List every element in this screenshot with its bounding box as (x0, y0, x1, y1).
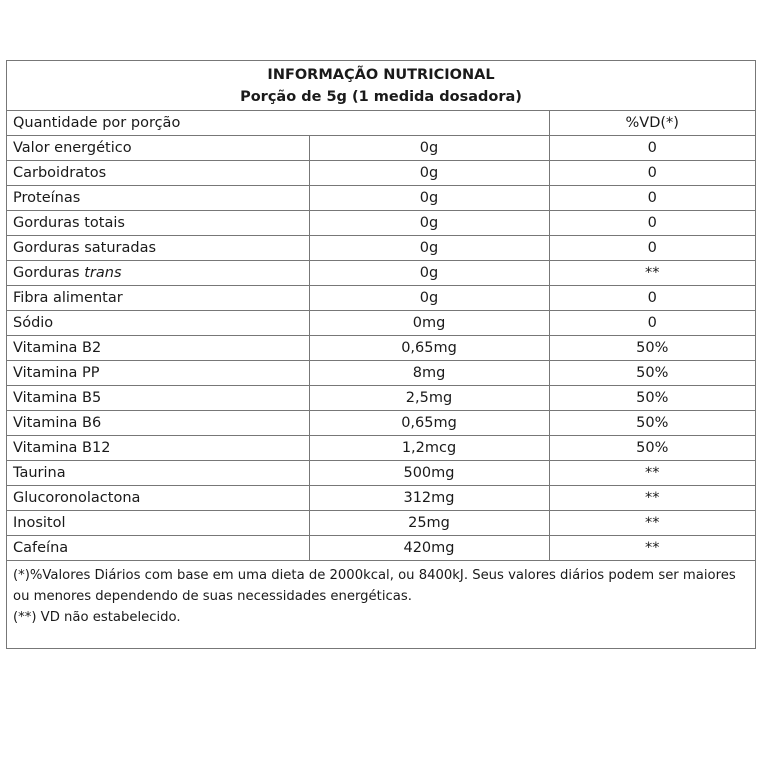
nutrient-amount: 312mg (309, 486, 549, 511)
nutrient-vd: ** (549, 536, 755, 561)
nutrient-name-text: Carboidratos (13, 165, 107, 181)
nutrient-table (7, 111, 755, 561)
footnote-daily-values: (*)%Valores Diários com base em uma dieta de 2000kcal, ou 8400kJ. Seus valores diários podem ser maiores ou menores dependendo de suas necessidades energéticas. (13, 568, 736, 604)
nutrient-amount: 0,65mg (309, 336, 549, 361)
nutrient-amount: 0g (309, 236, 549, 261)
nutrient-name (7, 436, 309, 461)
nutrient-name (7, 536, 309, 561)
nutrient-name (7, 136, 309, 161)
nutrient-name (7, 311, 309, 336)
nutrient-name-text: Valor energético (13, 140, 132, 156)
amount-header (309, 111, 549, 136)
nutrient-name-text: Gorduras totais (13, 215, 125, 231)
nutrient-vd: ** (549, 511, 755, 536)
nutrient-name-text: Cafeína (13, 540, 69, 556)
table-row (7, 411, 755, 436)
nutrient-vd: 0 (549, 311, 755, 336)
nutrient-name (7, 261, 309, 286)
nutrient-amount: 0,65mg (309, 411, 549, 436)
nutrient-name (7, 511, 309, 536)
nutrient-amount: 0g (309, 186, 549, 211)
nutrient-name-text: Taurina (13, 465, 66, 481)
nutrient-amount: 0g (309, 261, 549, 286)
nutrient-vd: 0 (549, 286, 755, 311)
nutrient-name-italic: trans (84, 265, 122, 281)
nutrient-vd: 0 (549, 186, 755, 211)
nutrient-name (7, 336, 309, 361)
table-row (7, 236, 755, 261)
table-row (7, 261, 755, 286)
footnote-not-established: (**) VD não estabelecido. (13, 610, 181, 625)
nutrient-amount: 0g (309, 286, 549, 311)
nutrient-amount: 1,2mcg (309, 436, 549, 461)
table-row (7, 511, 755, 536)
nutrient-name-text: Vitamina B6 (13, 415, 102, 431)
nutrient-vd: 50% (549, 436, 755, 461)
nutrient-name-text: Vitamina B5 (13, 390, 102, 406)
nutrient-vd: 0 (549, 136, 755, 161)
nutrient-name (7, 386, 309, 411)
table-row (7, 136, 755, 161)
nutrient-vd: ** (549, 486, 755, 511)
table-row (7, 361, 755, 386)
nutrient-name-text: Inositol (13, 515, 66, 531)
nutrient-name (7, 211, 309, 236)
nutrient-vd: 50% (549, 386, 755, 411)
footnotes (7, 561, 755, 648)
table-row (7, 386, 755, 411)
nutrient-name (7, 486, 309, 511)
table-row (7, 336, 755, 361)
nutrient-name-text: Vitamina B12 (13, 440, 111, 456)
nutrient-amount: 0g (309, 161, 549, 186)
table-header (7, 61, 755, 111)
nutrient-name (7, 186, 309, 211)
table-row (7, 286, 755, 311)
table-row (7, 536, 755, 561)
nutrient-amount: 0g (309, 211, 549, 236)
nutrient-vd: 0 (549, 161, 755, 186)
nutrient-name (7, 411, 309, 436)
nutrient-name-text: Fibra alimentar (13, 290, 123, 306)
nutrient-name-text: Glucoronolactona (13, 490, 141, 506)
table-row (7, 461, 755, 486)
nutrient-vd: 50% (549, 336, 755, 361)
vd-header: %VD(*) (549, 111, 755, 136)
nutrient-name-text: Proteínas (13, 190, 81, 206)
nutrient-name (7, 461, 309, 486)
nutrient-amount: 0mg (309, 311, 549, 336)
nutrient-amount: 2,5mg (309, 386, 549, 411)
table-row (7, 161, 755, 186)
table-row (7, 486, 755, 511)
table-row (7, 311, 755, 336)
nutrient-name (7, 286, 309, 311)
nutrient-vd: 50% (549, 361, 755, 386)
table-row (7, 211, 755, 236)
nutrient-name (7, 236, 309, 261)
nutrition-facts-table (6, 60, 756, 649)
nutrient-name (7, 161, 309, 186)
nutrient-amount: 25mg (309, 511, 549, 536)
nutrient-vd: 0 (549, 211, 755, 236)
nutrient-name-text: Vitamina B2 (13, 340, 102, 356)
table-row (7, 436, 755, 461)
nutrient-vd: ** (549, 461, 755, 486)
nutrient-amount: 0g (309, 136, 549, 161)
table-title: INFORMAÇÃO NUTRICIONAL (267, 66, 495, 83)
nutrient-amount: 420mg (309, 536, 549, 561)
portion-size: Porção de 5g (1 medida dosadora) (240, 88, 522, 105)
nutrient-vd: 0 (549, 236, 755, 261)
nutrient-amount: 8mg (309, 361, 549, 386)
nutrient-vd: ** (549, 261, 755, 286)
nutrient-name (7, 361, 309, 386)
nutrient-vd: 50% (549, 411, 755, 436)
table-row (7, 186, 755, 211)
quantity-header: Quantidade por porção (7, 111, 309, 136)
nutrient-name-text: Gorduras (13, 265, 85, 281)
nutrient-name-text: Sódio (13, 315, 54, 331)
nutrient-name-text: Gorduras saturadas (13, 240, 157, 256)
nutrient-amount: 500mg (309, 461, 549, 486)
nutrient-name-text: Vitamina PP (13, 365, 100, 381)
column-header-row (7, 111, 755, 136)
